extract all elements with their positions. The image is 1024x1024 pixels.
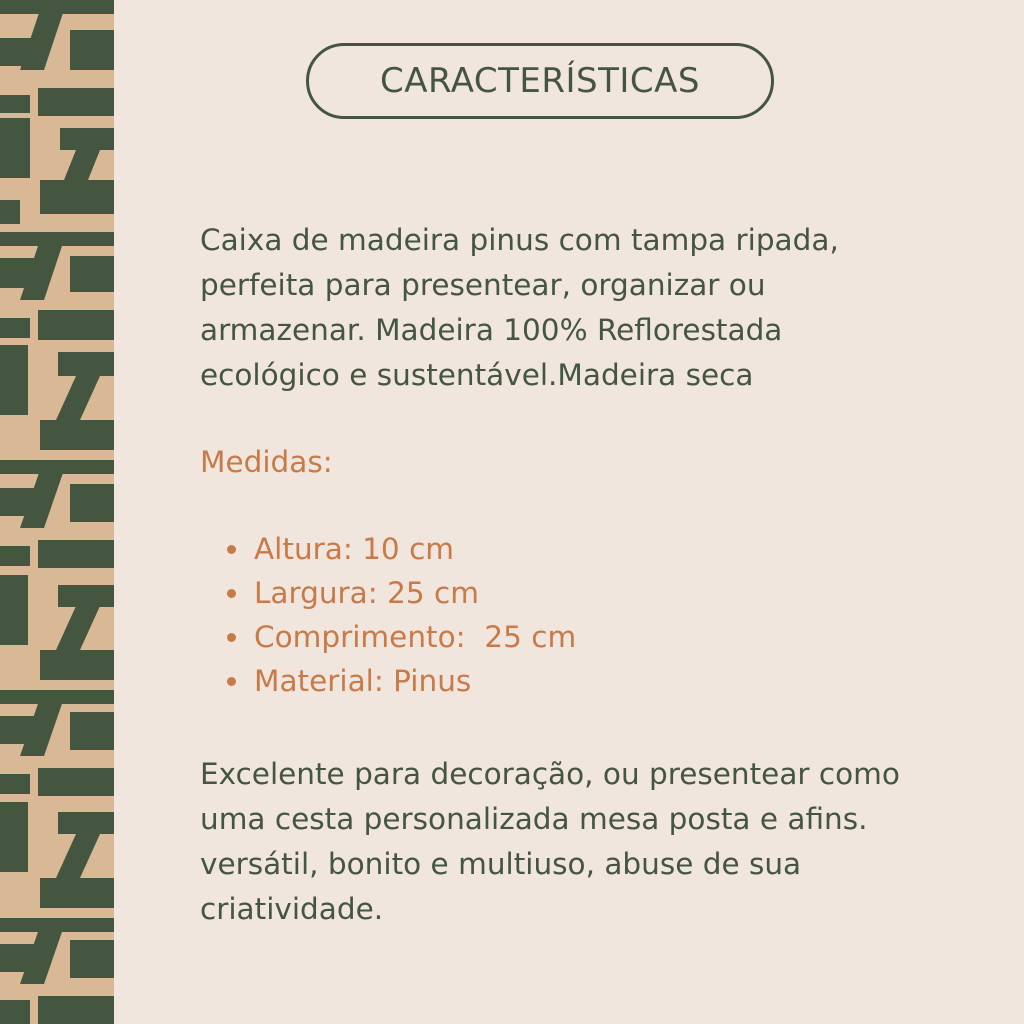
description-line: Caixa de madeira pinus com tampa ripada, [200,223,839,257]
geometric-pattern-graphic [0,0,114,1024]
medida-largura: Largura: 25 cm [254,576,479,610]
bullet-icon [227,589,236,598]
bullet-icon [227,633,236,642]
description-line: perfeita para presentear, organizar ou [200,268,766,302]
decorative-side-pattern [0,0,114,1024]
medida-material: Material: Pinus [254,664,472,698]
closing-line: criatividade. [200,892,384,926]
list-item [200,615,576,659]
title-badge [306,43,774,119]
description-block [200,218,990,398]
closing-line: versátil, bonito e multiuso, abuse de sua [200,847,802,881]
closing-line: Excelente para decoração, ou presentear como [200,757,900,791]
medida-comprimento: Comprimento: 25 cm [254,620,577,654]
description-line: ecológico e sustentável.Madeira seca [200,358,754,392]
bullet-icon [227,677,236,686]
list-item [200,571,576,615]
list-item [200,659,576,703]
closing-line: uma cesta personalizada mesa posta e afins. [200,802,868,836]
closing-block [200,752,1000,932]
medidas-list [200,527,576,703]
list-item [200,527,576,571]
medidas-heading: Medidas: [200,445,333,479]
bullet-icon [227,545,236,554]
description-line: armazenar. Madeira 100% Reflorestada [200,313,783,347]
page-title: CARACTERÍSTICAS [379,61,700,101]
medida-altura: Altura: 10 cm [254,532,455,566]
